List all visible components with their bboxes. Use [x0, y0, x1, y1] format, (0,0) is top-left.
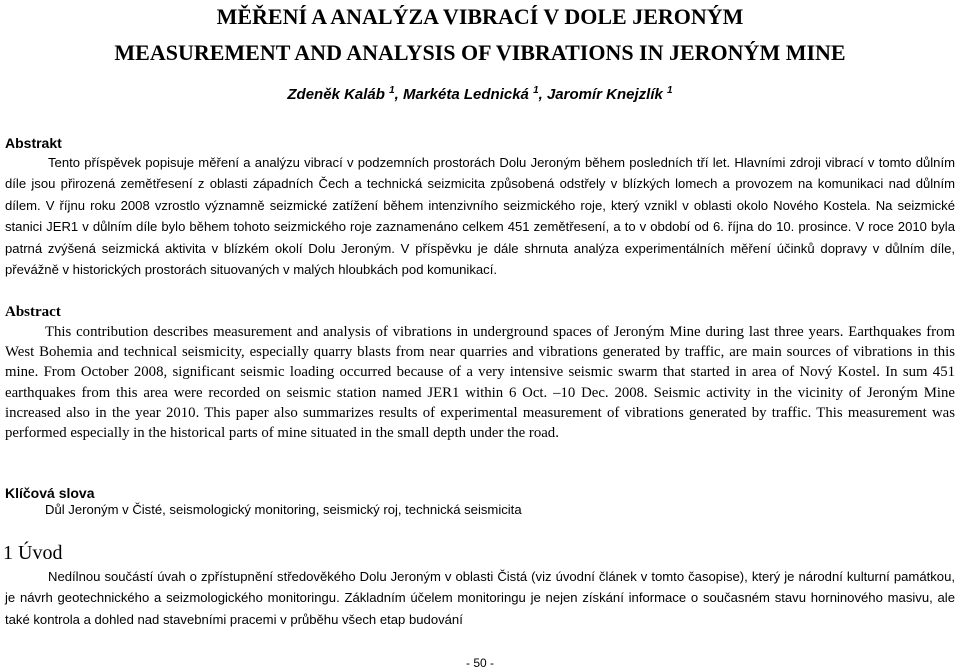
title-czech: MĚŘENÍ A ANALÝZA VIBRACÍ V DOLE JERONÝM — [216, 4, 744, 29]
abstract-english-heading: Abstract — [5, 304, 61, 320]
author-separator: , — [538, 86, 547, 103]
author-list — [0, 84, 960, 106]
abstract-czech-text: Tento příspěvek popisuje měření a analýzu vibrací v podzemních prostorách Dolu Jeroným během posledních tří let. Hlavními zdroji vibrací v tomto důlním díle jsou přirozená zemětřesení z oblasti západních Čech a technická seizmicita způsobená odstřely v blízkých lomech a provozem na komunikaci nad důlním dílem. V říjnu roku 2008 vzrostlo významně seizmické zatížení během intenzivního seizmického roje, který vznikl v oblasti okolo Nového Kostela. Na seizmické stanici JER1 v důlním díle bylo během tohoto seizmického roje zaznamenáno celkem 451 zemětřesení, a to v období od 6. října do 10. prosince. V roce 2010 byla patrná zvýšená seizmická aktivita v blízkém okolí Dolu Jeroným. V příspěvku je dále shrnuta analýza experimentálních měření účinků dopravy v důlním díle, převážně v historických prostorách situovaných v malých hloubkách pod komunikací. — [5, 155, 955, 278]
author-name: Markéta Lednická — [403, 86, 529, 103]
affiliation-marker: 1 — [667, 85, 673, 96]
author-name: Zdeněk Kaláb — [287, 86, 385, 103]
section-text: Nedílnou součástí úvah o zpřístupnění středověkého Dolu Jeroným v oblasti Čistá (viz úvodní článek v tomto časopise), který je národní kulturní památkou, je návrh geotechnického a seizmologického monitoringu. Základním účelem monitoringu je nejen získání informace o současném stavu horninového masivu, ale také kontrola a dohled nad stavebními pracemi v průběhu všech etap budování — [5, 569, 955, 627]
section-heading: 1 Úvod — [3, 542, 63, 564]
page-number: - 50 - — [465, 656, 494, 670]
keywords-text: Důl Jeroným v Čisté, seismologický monitoring, seismický roj, technická seismicita — [45, 502, 522, 517]
abstract-czech-heading: Abstrakt — [5, 135, 62, 151]
author-name: Jaromír Knejzlík — [546, 86, 663, 103]
affiliation-marker: 1 — [533, 85, 539, 96]
abstract-english-text: This contribution describes measurement and analysis of vibrations in underground spaces of Jeroným Mine during last three years. Earthquakes from West Bohemia and technical seismicity, especially quarry blasts from near quarries and vibrations generated by traffic, are main sources of vibrations in this mine. From October 2008, significant seismic loading occurred because of a very intensive seismic swarm that started in area of Nový Kostel. In sum 451 earthquakes from this area were recorded on seismic station named JER1 within 6 Oct. –10 Dec. 2008. Seismic activity in the vicinity of Jeroným Mine increased also in the year 2010. This paper also summarizes results of experimental measurement of vibrations generated by traffic. This measurement was performed especially in the historical parts of mine situated in the small depth under the road. — [5, 324, 955, 442]
keywords-heading: Klíčová slova — [5, 485, 95, 501]
title-english: MEASUREMENT AND ANALYSIS OF VIBRATIONS IN JERONÝM MINE — [114, 40, 846, 65]
affiliation-marker: 1 — [389, 85, 395, 96]
author-separator: , — [394, 86, 403, 103]
